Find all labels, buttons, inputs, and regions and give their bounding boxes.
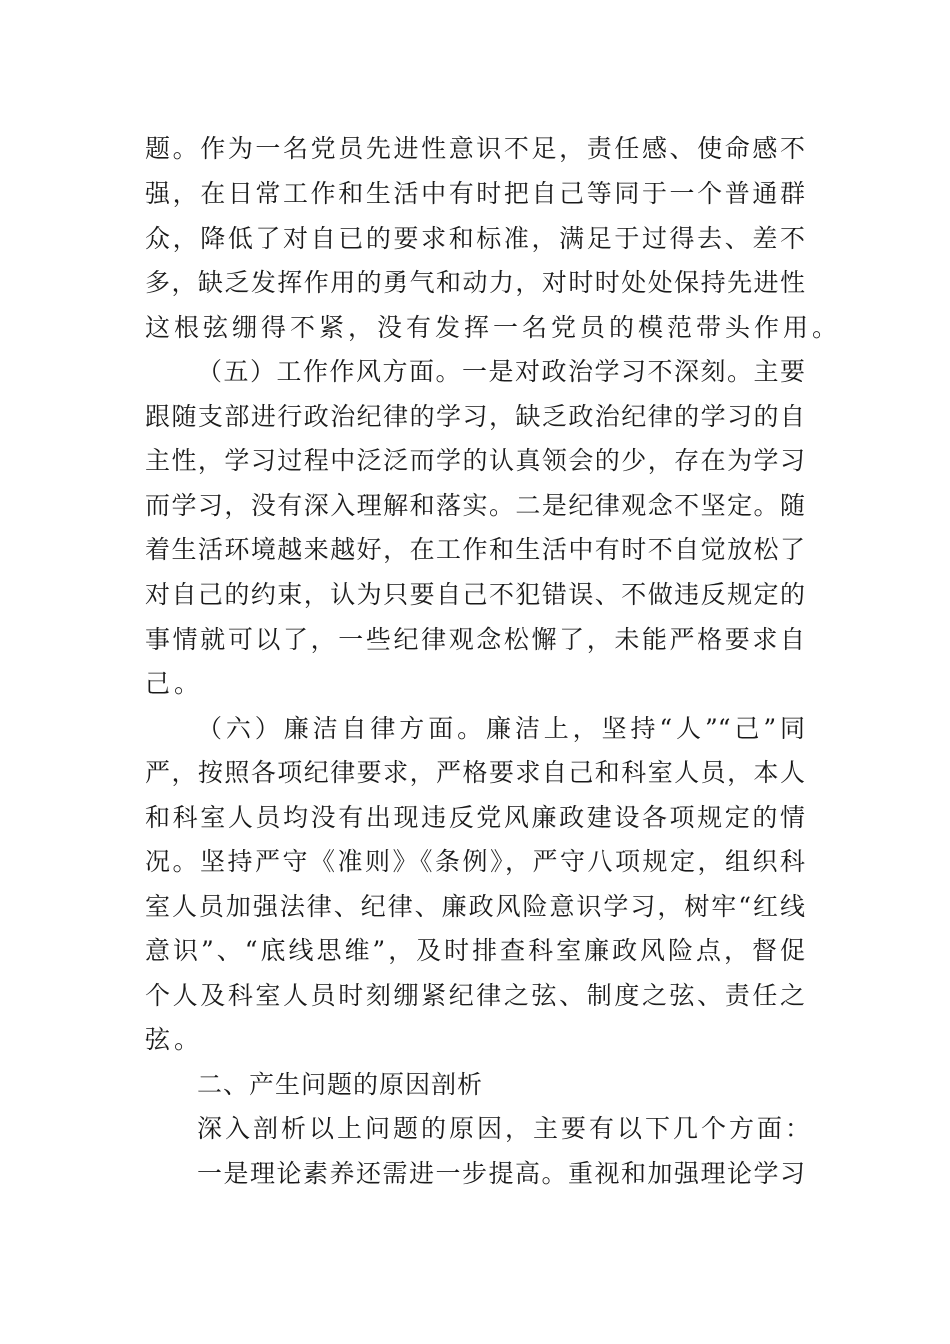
paragraph-line: 对自己的约束，认为只要自己不犯错误、不做违反规定的 — [145, 580, 805, 609]
paragraph-line: 和科室人员均没有出现违反党风廉政建设各项规定的情 — [145, 803, 805, 832]
paragraph-line: 个人及科室人员时刻绷紧纪律之弦、制度之弦、责任之 — [145, 981, 805, 1010]
paragraph-line: （六）廉洁自律方面。廉洁上，坚持“人”“己”同 — [197, 714, 805, 743]
paragraph-line: 严，按照各项纪律要求，严格要求自己和科室人员，本人 — [145, 758, 805, 787]
paragraph-line: 题。作为一名党员先进性意识不足，责任感、使命感不 — [145, 134, 805, 163]
paragraph-line: 多，缺乏发挥作用的勇气和动力，对时时处处保持先进性 — [145, 268, 805, 297]
paragraph-line: 而学习，没有深入理解和落实。二是纪律观念不坚定。随 — [145, 491, 805, 520]
point-line: 一是理论素养还需进一步提高。重视和加强理论学习 — [197, 1159, 805, 1188]
paragraph-line: 主性，学习过程中泛泛而学的认真领会的少，存在为学习 — [145, 446, 805, 475]
paragraph-line: （五）工作作风方面。一是对政治学习不深刻。主要 — [197, 357, 805, 386]
paragraph-line: 室人员加强法律、纪律、廉政风险意识学习，树牢“红线 — [145, 892, 805, 921]
paragraph-line: 着生活环境越来越好，在工作和生活中有时不自觉放松了 — [145, 535, 805, 564]
paragraph-line: 弦。 — [145, 1025, 204, 1054]
intro-line: 深入剖析以上问题的原因，主要有以下几个方面： — [197, 1114, 814, 1143]
paragraph-line: 己。 — [145, 669, 204, 698]
paragraph-line: 这根弦绷得不紧，没有发挥一名党员的模范带头作用。 — [145, 313, 842, 342]
section-heading: 二、产生问题的原因剖析 — [197, 1070, 484, 1099]
paragraph-line: 况。坚持严守《准则》《条例》，严守八项规定，组织科 — [145, 847, 805, 876]
paragraph-line: 强，在日常工作和生活中有时把自己等同于一个普通群 — [145, 179, 805, 208]
paragraph-line: 众，降低了对自已的要求和标准，满足于过得去、差不 — [145, 224, 805, 253]
paragraph-line: 跟随支部进行政治纪律的学习，缺乏政治纪律的学习的自 — [145, 402, 805, 431]
paragraph-line: 意识”、“底线思维”，及时排查科室廉政风险点，督促 — [145, 936, 805, 965]
paragraph-line: 事情就可以了，一些纪律观念松懈了，未能严格要求自 — [145, 625, 805, 654]
